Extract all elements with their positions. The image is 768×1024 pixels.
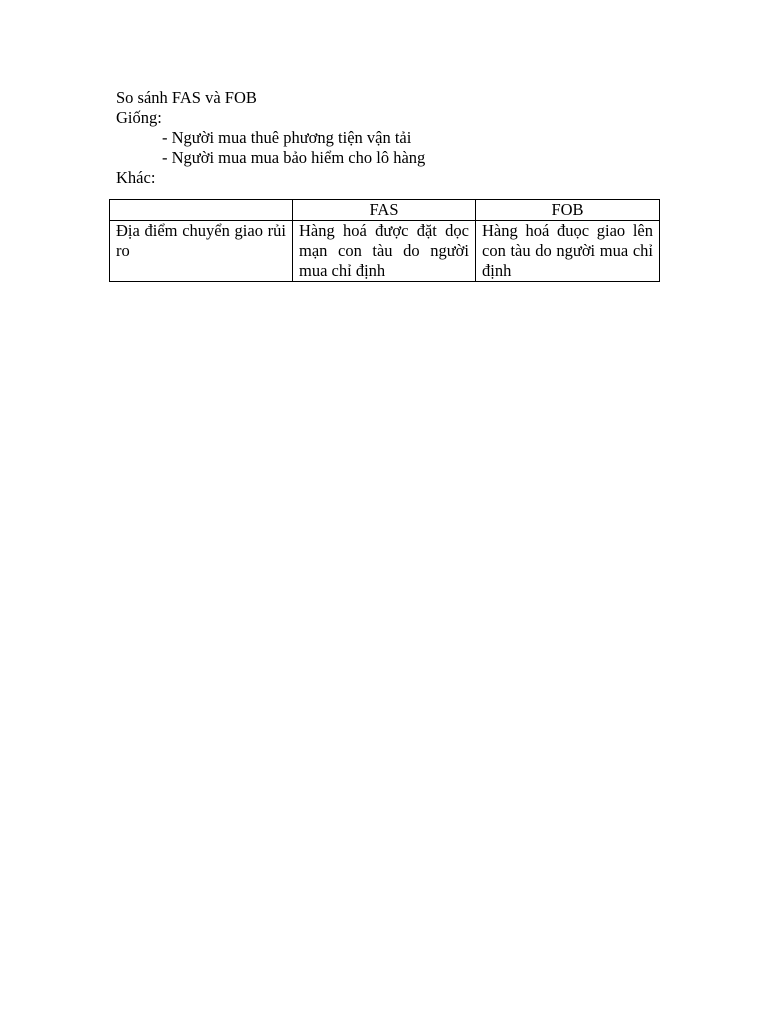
comparison-table [109,199,660,282]
table-header-row [110,200,660,221]
table-row [110,221,660,282]
header-cell-empty [110,200,293,221]
similarities-heading: Giống: [116,108,162,127]
document-body [116,88,676,188]
similarity-item: - Người mua thuê phương tiện vận tải [162,128,412,147]
criterion-cell: Địa điểm chuyển giao rủi ro [110,221,293,282]
fob-cell: Hàng hoá đuọc giao lên con tàu do người mua chỉ định [476,221,660,282]
header-cell-fas: FAS [293,200,476,221]
similarity-item: - Người mua mua bảo hiểm cho lô hàng [162,148,426,167]
header-cell-fob: FOB [476,200,660,221]
document-title: So sánh FAS và FOB [116,88,257,107]
fas-cell: Hàng hoá được đặt dọc mạn con tàu do người mua chỉ định [293,221,476,282]
differences-heading: Khác: [116,168,156,187]
